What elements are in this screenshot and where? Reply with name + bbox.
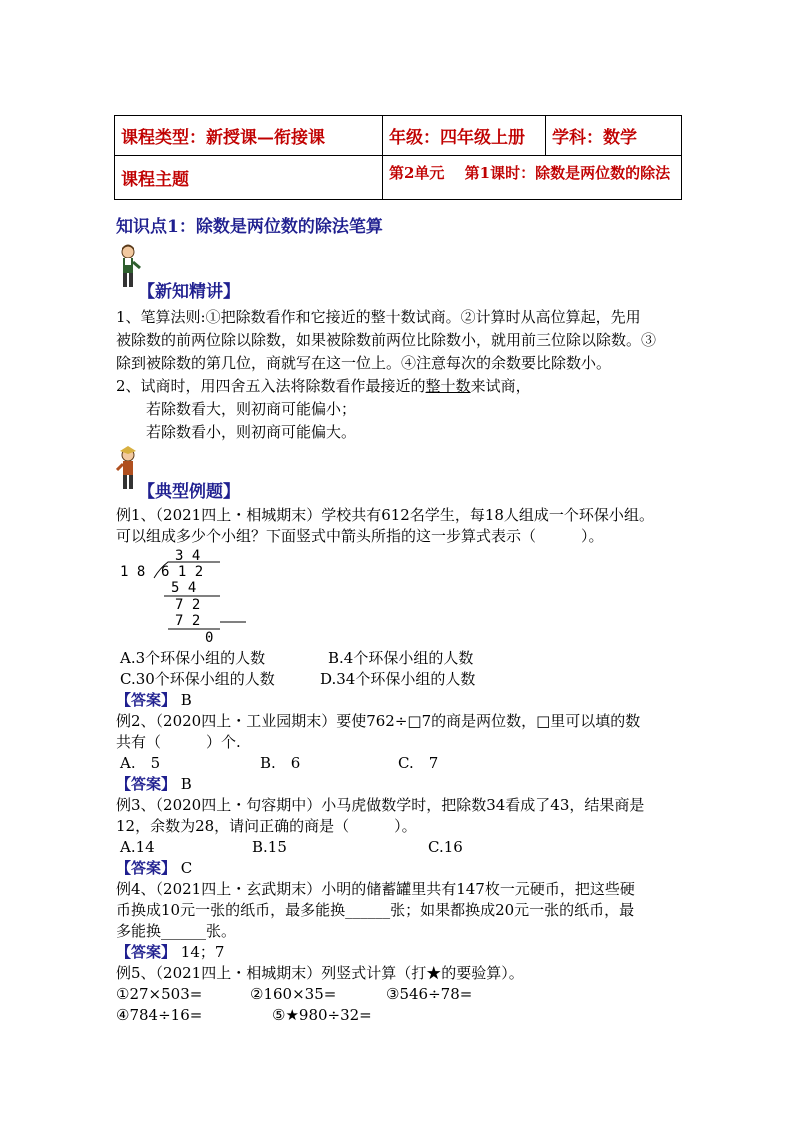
ex2-answer: [116, 774, 192, 794]
division-lines: [140, 560, 250, 632]
division-step-2: 7 2: [175, 597, 201, 613]
division-divisor: 1 8: [120, 564, 146, 580]
rule-line-4-underlined: 整十数: [425, 377, 471, 395]
ex1-answer-label: 【答案】: [116, 691, 177, 709]
ex2-line-1: 例2、（2020四上・工业园期末）要使762÷□7的商是两位数，□里可以填的数: [116, 712, 641, 730]
division-quotient: 3 4: [175, 548, 201, 564]
ex1-option-b: B.4个环保小组的人数: [328, 649, 474, 667]
topic-value-cell: 第2单元 第1课时：除数是两位数的除法: [383, 156, 682, 200]
ex5-question-2: ②160×35=: [250, 985, 337, 1003]
rule-line-1: 1、笔算法则:①把除数看作和它接近的整十数试商。②计算时从高位算起，先用: [116, 308, 641, 326]
ex3-option-b: B.15: [252, 838, 287, 856]
division-step-1: 5 4: [171, 580, 197, 596]
ex4-answer-value: 14；7: [180, 943, 225, 961]
ex2-option-a: A. 5: [120, 754, 161, 772]
examples-title: 【典型例题】: [138, 482, 240, 502]
division-dividend: 6 1 2: [161, 564, 204, 580]
ex3-answer: [116, 858, 192, 878]
ex4-answer: [116, 942, 224, 962]
division-remainder: 0: [205, 630, 214, 646]
ex1-answer-value: B: [180, 691, 192, 709]
ex2-option-c: C. 7: [398, 754, 439, 772]
ex5-question-3: ③546÷78=: [386, 985, 473, 1003]
rule-line-6: 若除数看小，则初商可能偏大。: [146, 423, 357, 441]
ex2-option-b: B. 6: [260, 754, 301, 772]
rule-line-4-start: 2、试商时，用四舍五入法将除数看作最接近的: [116, 377, 426, 395]
division-step-3: 7 2: [175, 613, 201, 629]
subject-cell: 学科：数学: [546, 116, 682, 156]
ex4-line-2: 币换成10元一张的纸币，最多能换______张；如果都换成20元一张的纸币，最: [116, 901, 635, 919]
rule-line-5: 若除数看大，则初商可能偏小；: [146, 400, 357, 418]
ex3-answer-label: 【答案】: [116, 859, 177, 877]
ex2-answer-label: 【答案】: [116, 775, 177, 793]
ex4-line-1: 例4、（2021四上・玄武期末）小明的储蓄罐里共有147枚一元硬币，把这些硬: [116, 880, 635, 898]
ex2-answer-value: B: [180, 775, 192, 793]
ex2-line-2: 共有（ ）个.: [116, 733, 241, 751]
ex5-question-1: ①27×503=: [116, 985, 203, 1003]
topic-label-cell: [115, 156, 383, 200]
new-knowledge-title: 【新知精讲】: [138, 282, 240, 302]
course-type-cell: 课程类型：新授课—衔接课: [115, 116, 383, 156]
rule-line-4: [116, 376, 531, 396]
ex3-line-1: 例3、（2020四上・句容期中）小马虎做数学时，把除数34看成了43，结果商是: [116, 796, 645, 814]
ex4-line-3: 多能换______张。: [116, 922, 237, 940]
ex5-question-4: ④784÷16=: [116, 1006, 203, 1024]
ex3-option-a: A.14: [120, 838, 155, 856]
course-header-table: [114, 115, 682, 200]
ex1-line-2: 可以组成多少个小组？下面竖式中箭头所指的这一步算式表示（ ）。: [116, 527, 604, 545]
ex4-answer-label: 【答案】: [116, 943, 177, 961]
ex1-option-a: A.3个环保小组的人数: [120, 649, 266, 667]
ex3-line-2: 12，余数为28，请问正确的商是（ ）。: [116, 817, 417, 835]
rule-line-2: 被除数的前两位除以除数，如果被除数前两位比除数小，就用前三位除以除数。③: [116, 331, 657, 349]
ex3-option-c: C.16: [428, 838, 463, 856]
ex5-line-1: 例5、（2021四上・相城期末）列竖式计算（打★的要验算）。: [116, 964, 524, 982]
grade-cell: 年级：四年级上册: [383, 116, 546, 156]
ex1-line-1: 例1、（2021四上・相城期末）学校共有612名学生，每18人组成一个环保小组。: [116, 506, 654, 524]
knowledge-title: 知识点1：除数是两位数的除法笔算: [116, 217, 383, 237]
ex5-question-5: ⑤★980÷32=: [272, 1006, 372, 1024]
ex1-answer: [116, 690, 192, 710]
rule-line-3: 除到被除数的第几位，商就写在这一位上。④注意每次的余数要比除数小。: [116, 354, 612, 372]
ex1-option-c: C.30个环保小组的人数: [120, 670, 275, 688]
ex1-option-d: D.34个环保小组的人数: [320, 670, 476, 688]
ex3-answer-value: C: [180, 859, 193, 877]
rule-line-4-end: 来试商，: [470, 377, 531, 395]
topic-label: 课程主题: [121, 170, 189, 190]
